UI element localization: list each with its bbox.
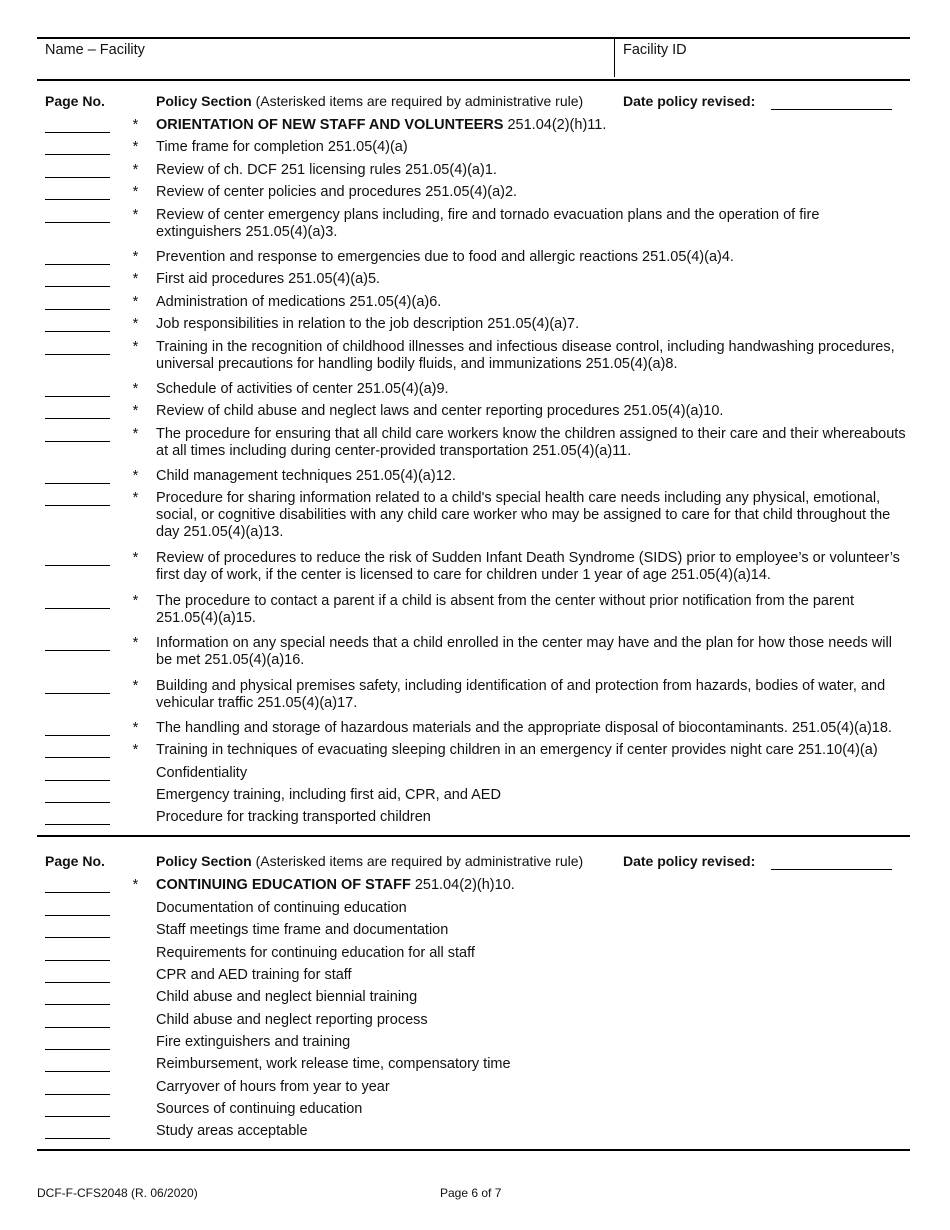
page-no-field[interactable] [45, 608, 110, 609]
required-asterisk: * [132, 550, 138, 566]
date-revised-field[interactable] [771, 869, 892, 870]
policy-item-text: Review of procedures to reduce the risk of Sudden Infant Death Syndrome (SIDS) prior to employee’s or volunteer’s first day of work, if the center is licensed to care for children under 1 year of age 251.05(4)(a)14. [156, 550, 900, 583]
policy-item-text: Prevention and response to emergencies due to food and allergic reactions 251.05(4)(a)4. [156, 249, 734, 265]
section-header [45, 93, 905, 113]
policy-section-title: Policy Section [156, 853, 252, 869]
policy-item [45, 720, 910, 737]
section-rule [37, 1149, 910, 1151]
policy-item [45, 809, 910, 826]
required-asterisk: * [132, 490, 138, 506]
policy-item [45, 877, 910, 894]
page-no-field[interactable] [45, 483, 110, 484]
page-no-field[interactable] [45, 505, 110, 506]
policy-item [45, 468, 910, 485]
policy-item-text: Confidentiality [156, 765, 248, 781]
page-no-field[interactable] [45, 264, 110, 265]
page-no-field[interactable] [45, 1116, 110, 1117]
required-asterisk: * [132, 720, 138, 736]
required-asterisk: * [132, 162, 138, 178]
page-no-field[interactable] [45, 650, 110, 651]
policy-section-label [156, 93, 583, 109]
required-asterisk: * [132, 678, 138, 694]
policy-item-title: ORIENTATION OF NEW STAFF AND VOLUNTEERS [156, 117, 504, 133]
page-no-field[interactable] [45, 354, 110, 355]
page-no-field[interactable] [45, 418, 110, 419]
policy-item-text: Carryover of hours from year to year [156, 1079, 390, 1095]
policy-item [45, 316, 910, 333]
policy-item [45, 765, 910, 782]
required-asterisk: * [132, 271, 138, 287]
policy-item [45, 678, 910, 712]
policy-item-text: Procedure for sharing information related to a child's special health care needs including any physical, emotional, social, or cognitive disabilities with any child care worker who may be assigned to care for that child throughout the day 251.05(4)(a)13. [156, 490, 891, 540]
page-no-field[interactable] [45, 309, 110, 310]
policy-item-text: Fire extinguishers and training [156, 1034, 351, 1050]
policy-item-text: ORIENTATION OF NEW STAFF AND VOLUNTEERS 251.04(2)(h)11. [156, 117, 607, 133]
name-facility-label: Name – Facility [45, 42, 145, 58]
required-asterisk: * [132, 294, 138, 310]
page-no-field[interactable] [45, 824, 110, 825]
policy-item [45, 139, 910, 156]
policy-item [45, 249, 910, 266]
required-asterisk: * [132, 184, 138, 200]
policy-item [45, 339, 910, 373]
policy-item [45, 1056, 910, 1073]
policy-item [45, 787, 910, 804]
policy-item-text: Emergency training, including first aid, CPR, and AED [156, 787, 501, 803]
policy-item-text: CPR and AED training for staff [156, 967, 352, 983]
policy-item-text: The procedure to contact a parent if a child is absent from the center without prior notification from the parent 251.05(4)(a)15. [156, 593, 854, 626]
policy-item-title: CONTINUING EDUCATION OF STAFF [156, 877, 411, 893]
required-asterisk: * [132, 249, 138, 265]
date-revised-label: Date policy revised: [623, 853, 756, 869]
policy-item [45, 117, 910, 134]
policy-item [45, 381, 910, 398]
policy-item-text: Reimbursement, work release time, compensatory time [156, 1056, 511, 1072]
page-no-label: Page No. [45, 93, 105, 109]
page-no-field[interactable] [45, 396, 110, 397]
header-box [37, 37, 910, 81]
policy-item-text: CONTINUING EDUCATION OF STAFF 251.04(2)(h)10. [156, 877, 515, 893]
page-no-field[interactable] [45, 222, 110, 223]
section-rule [37, 835, 910, 837]
policy-item [45, 1079, 910, 1096]
policy-item-text: Child management techniques 251.05(4)(a)12. [156, 468, 456, 484]
required-asterisk: * [132, 635, 138, 651]
policy-item-text: Information on any special needs that a child enrolled in the center may have and the plan for how those needs will be met 251.05(4)(a)16. [156, 635, 892, 668]
policy-item [45, 922, 910, 939]
section-header [45, 853, 905, 873]
policy-item-text: Training in the recognition of childhood illnesses and infectious disease control, including handwashing procedures, universal precautions for handling bodily fluids, and immunizations 251.05(4)(a)8. [156, 339, 895, 372]
policy-item-text: The procedure for ensuring that all child care workers know the children assigned to their care and their whereabouts at all times including during center-provided transportation 251.05(4)(a)11. [156, 426, 906, 459]
header-divider [614, 39, 615, 77]
page-no-field[interactable] [45, 915, 110, 916]
page-no-field[interactable] [45, 331, 110, 332]
policy-item-text: Review of child abuse and neglect laws and center reporting procedures 251.05(4)(a)10. [156, 403, 724, 419]
page-no-field[interactable] [45, 1049, 110, 1050]
policy-item [45, 184, 910, 201]
date-revised-field[interactable] [771, 109, 892, 110]
policy-item-text: Job responsibilities in relation to the job description 251.05(4)(a)7. [156, 316, 580, 332]
policy-item [45, 989, 910, 1006]
page-no-field[interactable] [45, 1071, 110, 1072]
policy-item [45, 271, 910, 288]
policy-section-note: (Asterisked items are required by administrative rule) [255, 93, 584, 109]
page-no-field[interactable] [45, 802, 110, 803]
policy-item [45, 207, 910, 241]
policy-item-text: Child abuse and neglect biennial training [156, 989, 418, 1005]
page-no-field[interactable] [45, 441, 110, 442]
policy-item [45, 426, 910, 460]
policy-item-text: Sources of continuing education [156, 1101, 363, 1117]
page-no-field[interactable] [45, 1027, 110, 1028]
page-no-field[interactable] [45, 199, 110, 200]
required-asterisk: * [132, 316, 138, 332]
form-id: DCF-F-CFS2048 (R. 06/2020) [37, 1186, 198, 1200]
required-asterisk: * [132, 117, 138, 133]
page-no-field[interactable] [45, 982, 110, 983]
page-no-field[interactable] [45, 286, 110, 287]
policy-item [45, 1034, 910, 1051]
page-no-field[interactable] [45, 1004, 110, 1005]
policy-item [45, 294, 910, 311]
policy-item-text: The handling and storage of hazardous materials and the appropriate disposal of biocontaminants. 251.05(4)(a)18. [156, 720, 892, 736]
page-no-field[interactable] [45, 960, 110, 961]
policy-item-text: Review of ch. DCF 251 licensing rules 251.05(4)(a)1. [156, 162, 497, 178]
policy-item [45, 900, 910, 917]
required-asterisk: * [132, 403, 138, 419]
policy-section-note: (Asterisked items are required by administrative rule) [255, 853, 584, 869]
policy-item [45, 550, 910, 584]
policy-item-text: Procedure for tracking transported children [156, 809, 431, 825]
policy-item-text: Requirements for continuing education for all staff [156, 945, 475, 961]
policy-item [45, 593, 910, 627]
policy-item [45, 490, 910, 541]
required-asterisk: * [132, 207, 138, 223]
policy-item-text: Study areas acceptable [156, 1123, 308, 1139]
policy-item-text: Training in techniques of evacuating sleeping children in an emergency if center provides night care 251.10(4)(a) [156, 742, 878, 758]
policy-item [45, 742, 910, 759]
policy-item-text: Administration of medications 251.05(4)(a)6. [156, 294, 442, 310]
page-no-field[interactable] [45, 693, 110, 694]
page-no-field[interactable] [45, 1138, 110, 1139]
page-no-field[interactable] [45, 780, 110, 781]
policy-item [45, 1012, 910, 1029]
policy-item [45, 403, 910, 420]
policy-section-title: Policy Section [156, 93, 252, 109]
policy-item [45, 1101, 910, 1118]
required-asterisk: * [132, 742, 138, 758]
policy-item [45, 635, 910, 669]
page-no-field[interactable] [45, 565, 110, 566]
page-no-label: Page No. [45, 853, 105, 869]
required-asterisk: * [132, 877, 138, 893]
page-no-field[interactable] [45, 1094, 110, 1095]
policy-item-text: Documentation of continuing education [156, 900, 407, 916]
page-no-field[interactable] [45, 937, 110, 938]
policy-item-text: Building and physical premises safety, including identification of and protection from hazards, bodies of water, and vehicular traffic 251.05(4)(a)17. [156, 678, 886, 711]
page-no-field[interactable] [45, 735, 110, 736]
required-asterisk: * [132, 593, 138, 609]
required-asterisk: * [132, 339, 138, 355]
policy-section-label [156, 853, 583, 869]
date-revised-label: Date policy revised: [623, 93, 756, 109]
policy-item-text: Review of center policies and procedures 251.05(4)(a)2. [156, 184, 518, 200]
policy-item [45, 162, 910, 179]
page-no-field[interactable] [45, 757, 110, 758]
facility-id-label: Facility ID [623, 42, 687, 58]
policy-item [45, 1123, 910, 1140]
page-no-field[interactable] [45, 154, 110, 155]
policy-item-text: First aid procedures 251.05(4)(a)5. [156, 271, 381, 287]
policy-item-text: Time frame for completion 251.05(4)(a) [156, 139, 408, 155]
page-no-field[interactable] [45, 177, 110, 178]
required-asterisk: * [132, 468, 138, 484]
page-no-field[interactable] [45, 132, 110, 133]
policy-item-text: Review of center emergency plans including, fire and tornado evacuation plans and the operation of fire extinguishers 251.05(4)(a)3. [156, 207, 820, 240]
required-asterisk: * [132, 139, 138, 155]
required-asterisk: * [132, 381, 138, 397]
policy-item [45, 945, 910, 962]
policy-item-text: Schedule of activities of center 251.05(4)(a)9. [156, 381, 449, 397]
page-number: Page 6 of 7 [440, 1186, 502, 1200]
page-no-field[interactable] [45, 892, 110, 893]
policy-item-text: Child abuse and neglect reporting process [156, 1012, 428, 1028]
policy-item-text: Staff meetings time frame and documentation [156, 922, 449, 938]
policy-item [45, 967, 910, 984]
required-asterisk: * [132, 426, 138, 442]
